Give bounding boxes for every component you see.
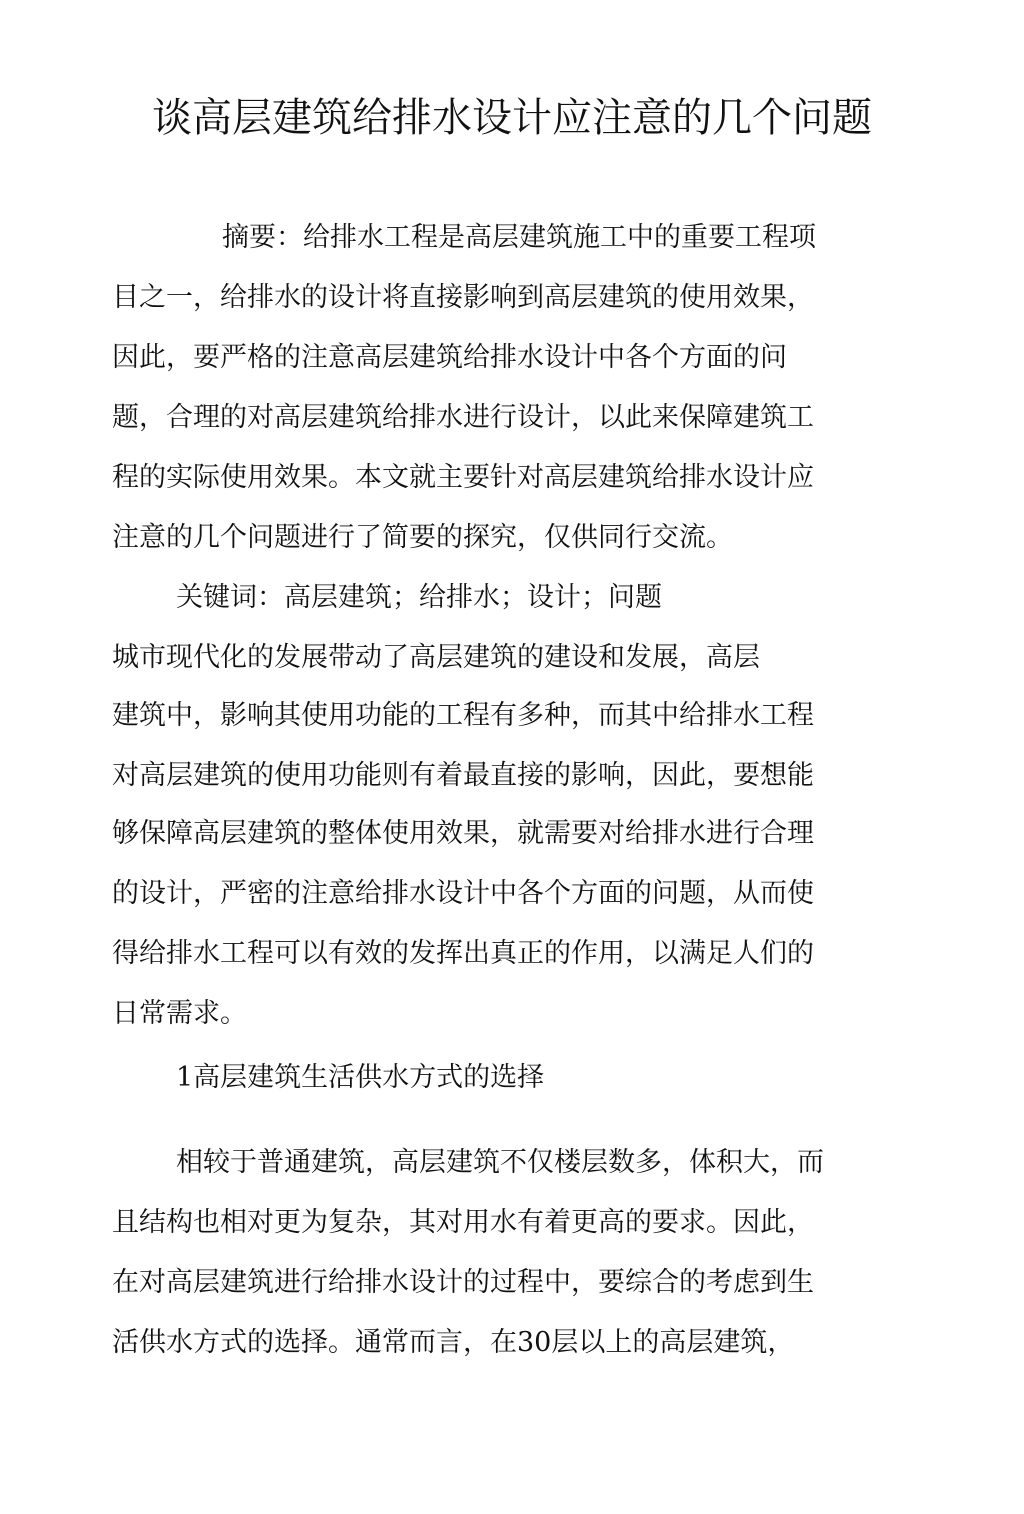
intro-line: 得给排水工程可以有效的发挥出真正的作用，以满足人们的 [112,938,814,969]
intro-line: 的设计，严密的注意给排水设计中各个方面的问题，从而使 [112,878,814,909]
intro-line: 日常需求。 [112,998,247,1029]
section-line: 相较于普通建筑，高层建筑不仅楼层数多，体积大，而 [176,1147,824,1178]
abstract-line: 题，合理的对高层建筑给排水进行设计，以此来保障建筑工 [112,402,814,433]
abstract-line: 摘要：给排水工程是高层建筑施工中的重要工程项 [222,222,816,253]
intro-line: 对高层建筑的使用功能则有着最直接的影响，因此，要想能 [112,760,814,791]
abstract-line: 目之一，给排水的设计将直接影响到高层建筑的使用效果， [112,282,814,313]
abstract-line: 程的实际使用效果。本文就主要针对高层建筑给排水设计应 [112,462,814,493]
keywords-line: 关键词：高层建筑；给排水；设计；问题 [176,582,662,613]
document-title: 谈高层建筑给排水设计应注意的几个问题 [152,95,872,141]
abstract-line: 因此，要严格的注意高层建筑给排水设计中各个方面的问 [112,342,787,373]
section-line: 活供水方式的选择。通常而言，在30层以上的高层建筑， [112,1327,795,1358]
intro-line: 建筑中，影响其使用功能的工程有多种，而其中给排水工程 [112,700,814,731]
intro-line: 城市现代化的发展带动了高层建筑的建设和发展，高层 [112,642,760,673]
section-heading: 1高层建筑生活供水方式的选择 [176,1062,545,1093]
intro-line: 够保障高层建筑的整体使用效果，就需要对给排水进行合理 [112,818,814,849]
section-line: 且结构也相对更为复杂，其对用水有着更高的要求。因此， [112,1207,814,1238]
section-line: 在对高层建筑进行给排水设计的过程中，要综合的考虑到生 [112,1267,814,1298]
abstract-line: 注意的几个问题进行了简要的探究，仅供同行交流。 [112,522,733,553]
